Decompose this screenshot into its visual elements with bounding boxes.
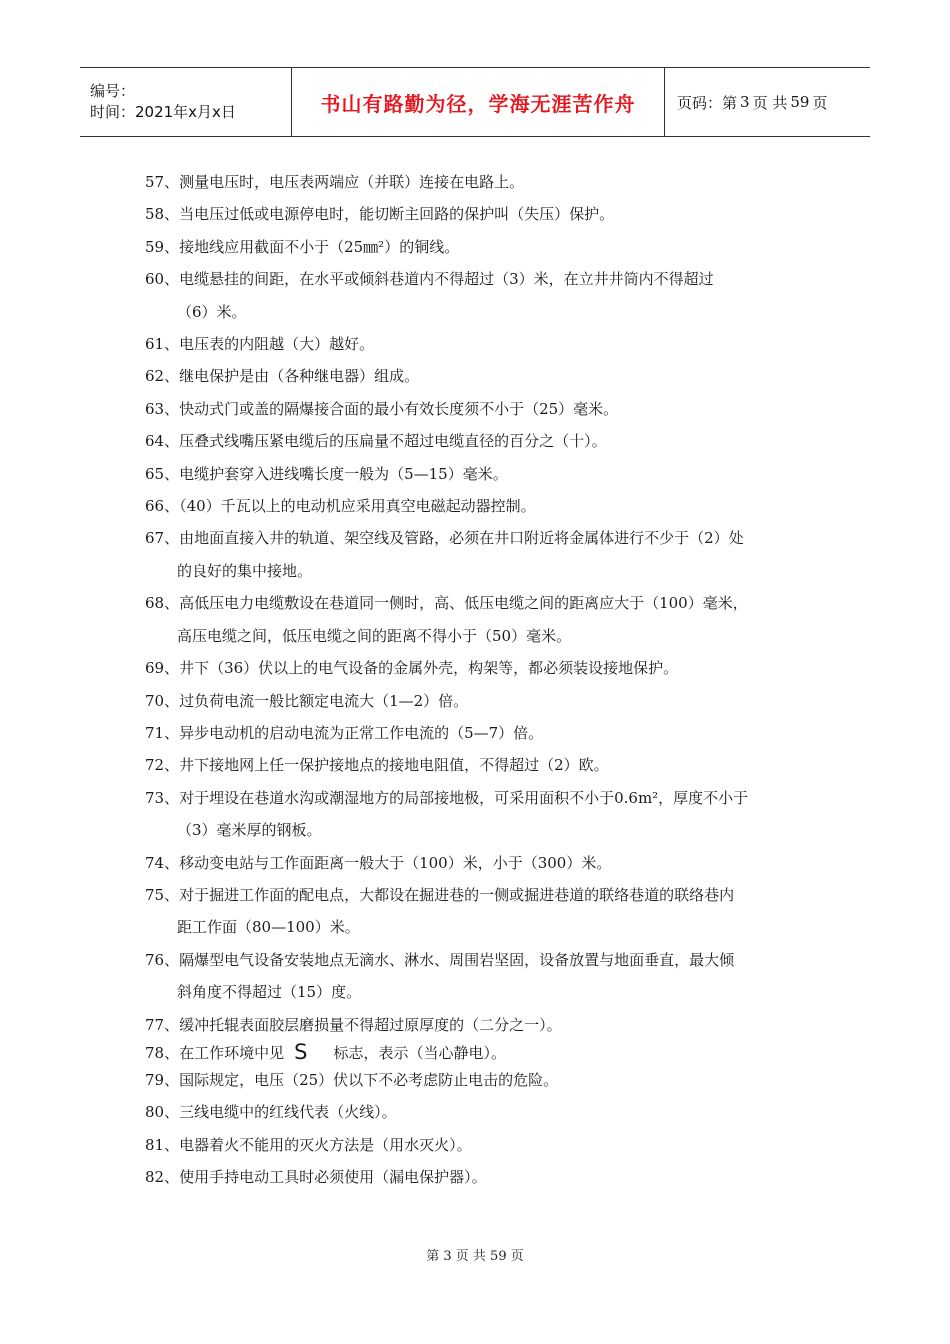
list-item [145, 685, 825, 717]
list-item [145, 522, 825, 587]
item-line: 65、电缆护套穿入进线嘴长度一般为（5—15）毫米。 [145, 464, 508, 483]
list-item [145, 847, 825, 879]
item-line-continued: 斜角度不得超过（15）度。 [177, 983, 362, 1002]
list-item [145, 490, 825, 522]
list-item [145, 231, 825, 263]
list-item [145, 1129, 825, 1161]
item-line: 57、测量电压时，电压表两端应（并联）连接在电路上。 [145, 173, 525, 191]
list-item [145, 749, 825, 781]
item-line: 81、电器着火不能用的灭火方法是（用水灭火）。 [145, 1135, 472, 1154]
page-footer: 第 3 页 共 59 页 [426, 1249, 524, 1264]
list-item [145, 328, 825, 360]
item-line: 68、高低压电力电缆敷设在巷道同一侧时，高、低压电缆之间的距离应大于（100）毫米， [145, 594, 748, 613]
list-item [145, 263, 825, 328]
item-line: 72、井下接地网上任一保护接地点的接地电阻值，不得超过（2）欧。 [145, 756, 609, 775]
item-line: 70、过负荷电流一般比额定电流大（1—2）倍。 [145, 691, 469, 710]
item-line-continued: 距工作面（80—100）米。 [177, 918, 360, 937]
header-page-mid: 页 共 [752, 93, 788, 112]
item-line: 73、对于埋设在巷道水沟或潮湿地方的局部接地极，可采用面积不小于0.6m²，厚度不小于 [145, 788, 749, 807]
list-item [145, 458, 825, 490]
list-item [145, 652, 825, 684]
item-line: 64、压叠式线嘴压紧电缆后的压扁量不超过电缆直径的百分之（十）。 [145, 432, 607, 451]
list-item [145, 717, 825, 749]
list-item [145, 782, 825, 847]
item-line: 59、接地线应用截面不小于（25㎜²）的铜线。 [145, 237, 460, 256]
item-line: 79、国际规定，电压（25）伏以下不必考虑防止电击的危险。 [145, 1070, 559, 1089]
header-meta [80, 68, 292, 136]
header-time-label: 时间：2021年x月x日 [90, 103, 236, 121]
item-line: 63、快动式门或盖的隔爆接合面的最小有效长度须不小于（25）毫米。 [145, 399, 619, 418]
item78-after: 标志，表示（当心静电）。 [333, 1043, 506, 1062]
item-line: 60、电缆悬挂的间距，在水平或倾斜巷道内不得超过（3）米，在立井井筒内不得超过 [145, 270, 714, 289]
item-line: 66、（40）千瓦以上的电动机应采用真空电磁起动器控制。 [145, 497, 536, 516]
item-line: 71、异步电动机的启动电流为正常工作电流的（5—7）倍。 [145, 723, 544, 742]
item-line: 82、使用手持电动工具时必须使用（漏电保护器）。 [145, 1168, 487, 1187]
item-line-continued: （6）米。 [177, 302, 247, 321]
list-item [145, 425, 825, 457]
list-item [145, 879, 825, 944]
list-item [145, 944, 825, 1009]
item-line: 75、对于掘进工作面的配电点，大都设在掘进巷的一侧或掘进巷道的联络巷道的联络巷内 [145, 885, 735, 904]
list-item-78 [145, 1041, 825, 1064]
item-line-continued: 高压电缆之间，低压电缆之间的距离不得小于（50）毫米。 [177, 626, 572, 645]
item-line-continued: （3）毫米厚的钢板。 [177, 821, 322, 840]
item-line: 76、隔爆型电气设备安装地点无滴水、淋水、周围岩坚固，设备放置与地面垂直，最大倾 [145, 950, 735, 969]
header-page-current: 3 [740, 93, 750, 111]
item78-before: 78、在工作环境中见 [145, 1043, 285, 1062]
item-line: 61、电压表的内阻越（大）越好。 [145, 335, 375, 354]
list-item [145, 1064, 825, 1096]
list-item [145, 1161, 825, 1193]
item-line: 58、当电压过低或电源停电时，能切断主回路的保护叫（失压）保护。 [145, 205, 615, 224]
question-list [145, 166, 825, 1194]
list-item [145, 360, 825, 392]
item-line: 77、缓冲托辊表面胶层磨损量不得超过原厚度的（二分之一）。 [145, 1015, 562, 1034]
item-line-continued: 的良好的集中接地。 [177, 561, 313, 580]
item-line: 74、移动变电站与工作面距离一般大于（100）米，小于（300）米。 [145, 853, 612, 872]
list-item [145, 198, 825, 230]
item-line: 62、继电保护是由（各种继电器）组成。 [145, 367, 420, 386]
item-line: 67、由地面直接入井的轨道、架空线及管路，必须在井口附近将金属体进行不少于（2）处 [145, 529, 744, 548]
list-item [145, 166, 825, 198]
item-line: 80、三线电缆中的红线代表（火线）。 [145, 1103, 397, 1122]
list-item [145, 1009, 825, 1041]
header-motto: 书山有路勤为径，学海无涯苦作舟 [292, 68, 665, 136]
header-page-suffix: 页 [812, 93, 828, 112]
header-page-total: 59 [790, 93, 810, 111]
page-header [80, 67, 870, 137]
item-line: 69、井下（36）伏以上的电气设备的金属外壳，构架等，都必须装设接地保护。 [145, 659, 679, 678]
list-item [145, 393, 825, 425]
header-number-label: 编号： [90, 82, 136, 100]
list-item [145, 587, 825, 652]
header-page-info [665, 68, 870, 136]
list-item [145, 1096, 825, 1128]
static-symbol-icon: S [294, 1039, 308, 1064]
header-page-prefix: 页码：第 [677, 93, 738, 112]
